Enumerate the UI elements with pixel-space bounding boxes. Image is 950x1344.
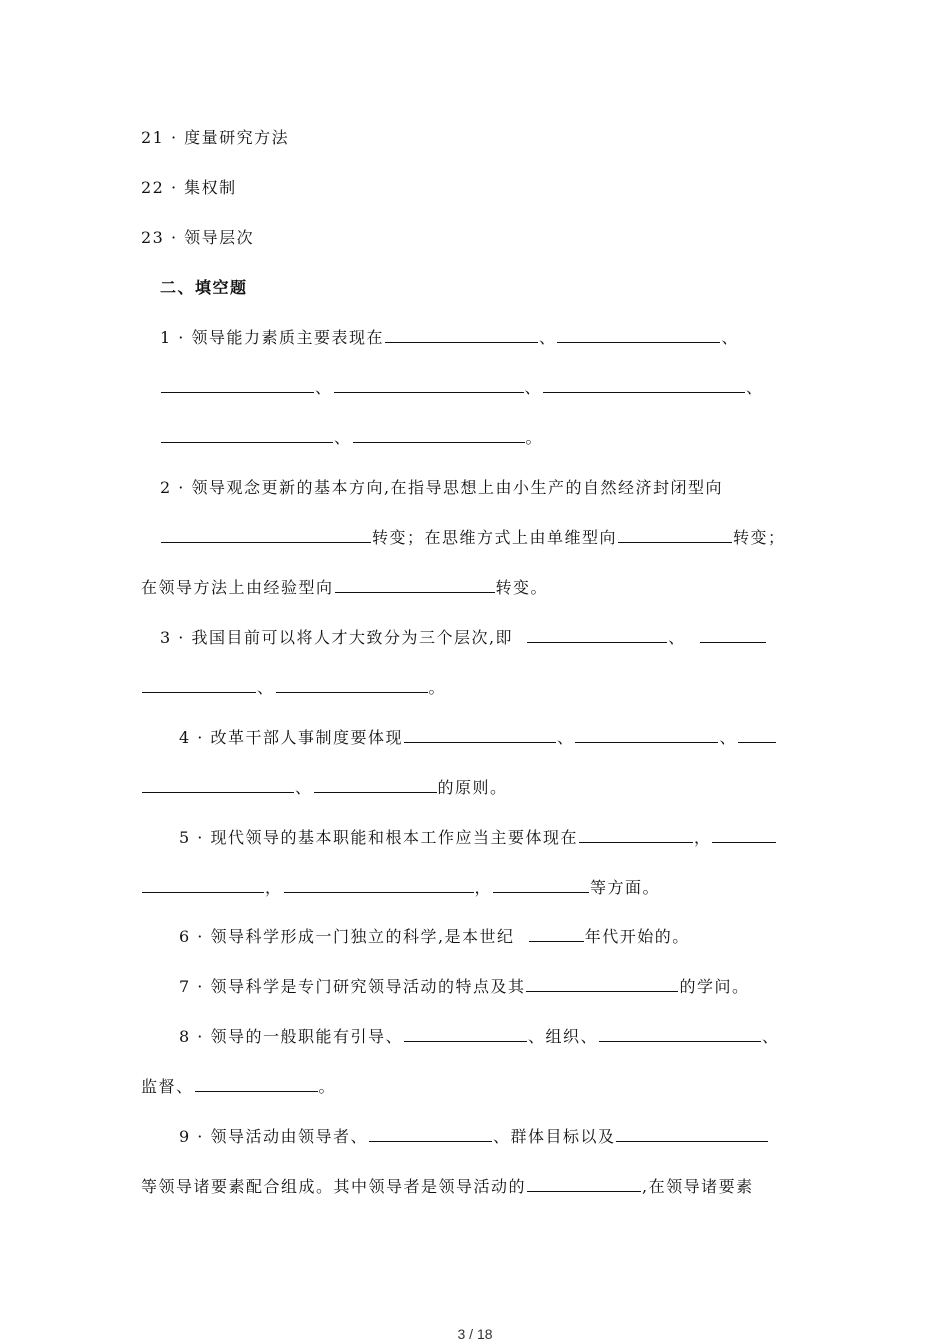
comma: ， xyxy=(474,878,493,897)
blank xyxy=(161,377,314,393)
question-3-line-2 xyxy=(141,677,446,699)
question-9-line-2 xyxy=(141,1176,754,1198)
blank xyxy=(738,727,776,743)
term-23: 23 · 领导层次 xyxy=(141,228,255,247)
end-mark: 。 xyxy=(525,428,544,447)
q2-text-2: 转变； xyxy=(733,528,786,547)
q9-text: 9 · 领导活动由领导者、 xyxy=(179,1127,368,1146)
blank xyxy=(353,427,525,443)
sep: 、 xyxy=(524,378,543,397)
blank xyxy=(142,877,264,893)
blank xyxy=(404,727,556,743)
q8-text-1: 、组织、 xyxy=(527,1027,598,1046)
blank xyxy=(527,1176,641,1192)
question-7 xyxy=(179,976,749,998)
q1-text: 1 · 领导能力素质主要表现在 xyxy=(160,328,384,347)
blank xyxy=(334,377,524,393)
sep: 、 xyxy=(257,678,275,697)
blank xyxy=(195,1076,318,1092)
question-3-line-1 xyxy=(160,627,767,649)
blank xyxy=(579,827,693,843)
q9-text-1: 、群体目标以及 xyxy=(492,1127,616,1146)
blank xyxy=(527,627,667,643)
q2-text-3: 在领导方法上由经验型向 xyxy=(141,578,334,597)
blank xyxy=(712,827,776,843)
question-8-line-2 xyxy=(141,1076,336,1098)
comma: ， xyxy=(265,878,283,897)
page-number: 3 / 18 xyxy=(457,1326,493,1342)
q3-text: 3 · 我国目前可以将人才大致分为三个层次,即 xyxy=(160,628,514,647)
blank xyxy=(404,1026,527,1042)
end-mark: 。 xyxy=(318,1077,337,1096)
question-1-line-3 xyxy=(160,427,543,449)
blank xyxy=(385,327,538,343)
q7-end: 的学问。 xyxy=(679,977,750,996)
sep: 、 xyxy=(556,728,575,747)
blank xyxy=(618,527,732,543)
blank xyxy=(543,377,745,393)
sep: 、 xyxy=(315,378,333,397)
section-title: 二、填空题 xyxy=(160,278,248,297)
question-6 xyxy=(179,926,690,948)
q5-end: 等方面。 xyxy=(590,878,661,897)
question-2-line-1: 2 · 领导观念更新的基本方向,在指导思想上由小生产的自然经济封闭型向 xyxy=(160,478,724,497)
question-9-line-1 xyxy=(179,1126,769,1148)
question-5-line-1 xyxy=(179,827,777,849)
sep: 、 xyxy=(334,428,352,447)
blank xyxy=(526,976,678,992)
blank xyxy=(161,527,371,543)
blank xyxy=(599,1026,761,1042)
sep: 、 xyxy=(295,778,313,797)
q2-text-1: 转变；在思维方式上由单维型向 xyxy=(372,528,618,547)
question-5-line-2 xyxy=(141,877,660,899)
blank xyxy=(284,877,474,893)
blank xyxy=(575,727,718,743)
blank xyxy=(557,327,720,343)
q7-text: 7 · 领导科学是专门研究领导活动的特点及其 xyxy=(179,977,526,996)
blank xyxy=(314,777,437,793)
blank xyxy=(276,677,428,693)
term-22: 22 · 集权制 xyxy=(141,178,237,197)
q8-text-2: 、 xyxy=(761,1027,780,1046)
blank xyxy=(700,627,766,643)
blank xyxy=(369,1126,492,1142)
question-8-line-1 xyxy=(179,1026,779,1048)
q6-end: 年代开始的。 xyxy=(584,927,690,946)
question-2-line-3 xyxy=(141,577,548,599)
q8-text-3: 监督、 xyxy=(141,1077,194,1096)
blank xyxy=(335,577,495,593)
blank xyxy=(493,877,589,893)
question-4-line-1 xyxy=(179,727,777,749)
sep: 、 xyxy=(538,328,557,347)
q4-end: 的原则。 xyxy=(437,778,508,797)
q6-text: 6 · 领导科学形成一门独立的科学,是本世纪 xyxy=(179,927,515,946)
q8-text: 8 · 领导的一般职能有引导、 xyxy=(179,1027,403,1046)
sep: 、 xyxy=(746,378,764,397)
sep: 、 xyxy=(668,628,686,647)
q9-text-3: ,在领导诸要素 xyxy=(642,1177,754,1196)
question-1-line-2 xyxy=(160,377,764,399)
end-mark: 。 xyxy=(428,678,447,697)
question-1-line-1 xyxy=(160,327,739,349)
q9-text-2: 等领导诸要素配合组成。其中领导者是领导活动的 xyxy=(141,1177,527,1196)
q5-text: 5 · 现代领导的基本职能和根本工作应当主要体现在 xyxy=(179,828,578,847)
comma: ， xyxy=(693,828,712,847)
q2-text-4: 转变。 xyxy=(495,578,549,597)
term-21: 21 · 度量研究方法 xyxy=(141,128,290,147)
question-4-line-2 xyxy=(141,777,508,799)
blank xyxy=(529,926,584,942)
q4-text: 4 · 改革干部人事制度要体现 xyxy=(179,728,403,747)
sep: 、 xyxy=(721,328,739,347)
blank xyxy=(616,1126,768,1142)
question-2-line-2 xyxy=(160,527,786,549)
blank xyxy=(142,777,294,793)
blank xyxy=(142,677,256,693)
blank xyxy=(161,427,333,443)
sep: 、 xyxy=(719,728,737,747)
